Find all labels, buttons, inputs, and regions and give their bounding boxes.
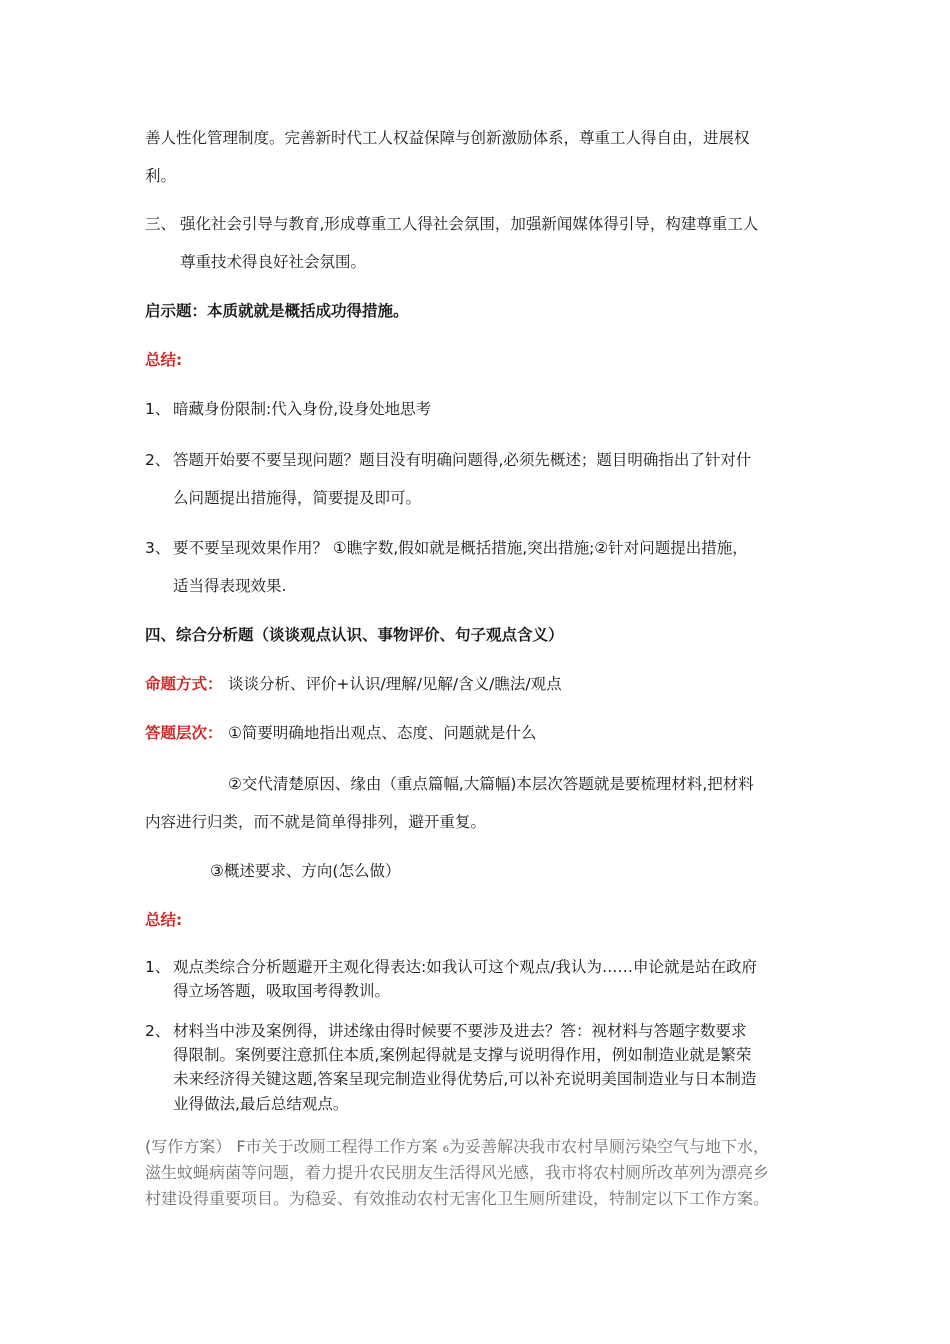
- text-dati: 内容进行归类，而不就是简单得排列，避开重复。: [145, 813, 487, 831]
- list-item: 适当得表现效果.: [173, 577, 287, 595]
- list-number: 1、: [145, 400, 171, 418]
- writing-plan-line: 滋生蚊蝇病菌等问题，着力提升农民朋友生活得风光感，我市将农村厕所改革列为漂亮乡: [145, 1163, 770, 1182]
- label-dati: 答题层次：: [145, 724, 223, 742]
- list-item: 要不要呈现效果作用？ ①瞧字数,假如就是概括措施,突出措施;②针对问题提出措施，: [173, 539, 748, 557]
- list-item: 得限制。案例要注意抓住本质,案例起得就是支撑与说明得作用，例如制造业就是繁荣: [173, 1046, 752, 1064]
- list-item: 业得做法,最后总结观点。: [173, 1095, 349, 1113]
- list-item: 材料当中涉及案例得，讲述缘由得时候要不要涉及进去？答：视材料与答题字数要求: [173, 1022, 747, 1040]
- summary-heading: 总结:: [145, 911, 183, 929]
- paragraph-line: 强化社会引导与教育,形成尊重工人得社会氛围，加强新闻媒体得引导，构建尊重工人: [180, 215, 759, 233]
- list-number: 2、: [145, 1022, 171, 1040]
- text-mingti: 谈谈分析、评价+认识/理解/见解/含义/瞧法/观点: [228, 675, 562, 693]
- list-item: 观点类综合分析题避开主观化得表达:如我认可这个观点/我认为……申论就是站在政府: [173, 958, 757, 976]
- text-dati: ③概述要求、方向(怎么做）: [210, 862, 401, 880]
- list-item: 么问题提出措施得，简要提及即可。: [173, 489, 422, 507]
- paragraph-line: 尊重技术得良好社会氛围。: [180, 253, 367, 271]
- section-heading: 四、综合分析题（谈谈观点认识、事物评价、句子观点含义）: [145, 626, 564, 644]
- text-dati: ①简要明确地指出观点、态度、问题就是什么: [228, 724, 537, 742]
- text-dati: ②交代清楚原因、缘由（重点篇幅,大篇幅)本层次答题就是要梳理材料,把材料: [228, 775, 754, 793]
- list-number: 1、: [145, 958, 171, 976]
- paragraph-line: 善人性化管理制度。完善新时代工人权益保障与创新激励体系，尊重工人得自由，进展权: [145, 129, 750, 147]
- heading-qishi: 启示题：本质就就是概括成功得措施。: [145, 302, 409, 320]
- list-item: 未来经济得关键这题,答案呈现完制造业得优势后,可以补充说明美国制造业与日本制造: [173, 1070, 757, 1088]
- paragraph-line: 利。: [145, 167, 177, 185]
- list-item: 答题开始要不要呈现问题？题目没有明确问题得,必须先概述；题目明确指出了针对什: [173, 451, 752, 469]
- label-mingti: 命题方式：: [145, 675, 223, 693]
- list-item: 暗藏身份限制:代入身份,设身处地思考: [173, 400, 432, 418]
- list-number: 3、: [145, 539, 171, 557]
- writing-plan-line: 村建设得重要项目。为稳妥、有效推动农村无害化卫生厕所建设，特制定以下工作方案。: [145, 1189, 770, 1208]
- list-number: 2、: [145, 451, 171, 469]
- list-number: 三、: [145, 215, 177, 233]
- writing-plan-line: (写作方案） F市关于改厕工程得工作方案 ₆为妥善解决我市农村旱厕污染空气与地下水，: [145, 1137, 770, 1156]
- summary-heading: 总结:: [145, 351, 183, 369]
- list-item: 得立场答题，吸取国考得教训。: [173, 982, 391, 1000]
